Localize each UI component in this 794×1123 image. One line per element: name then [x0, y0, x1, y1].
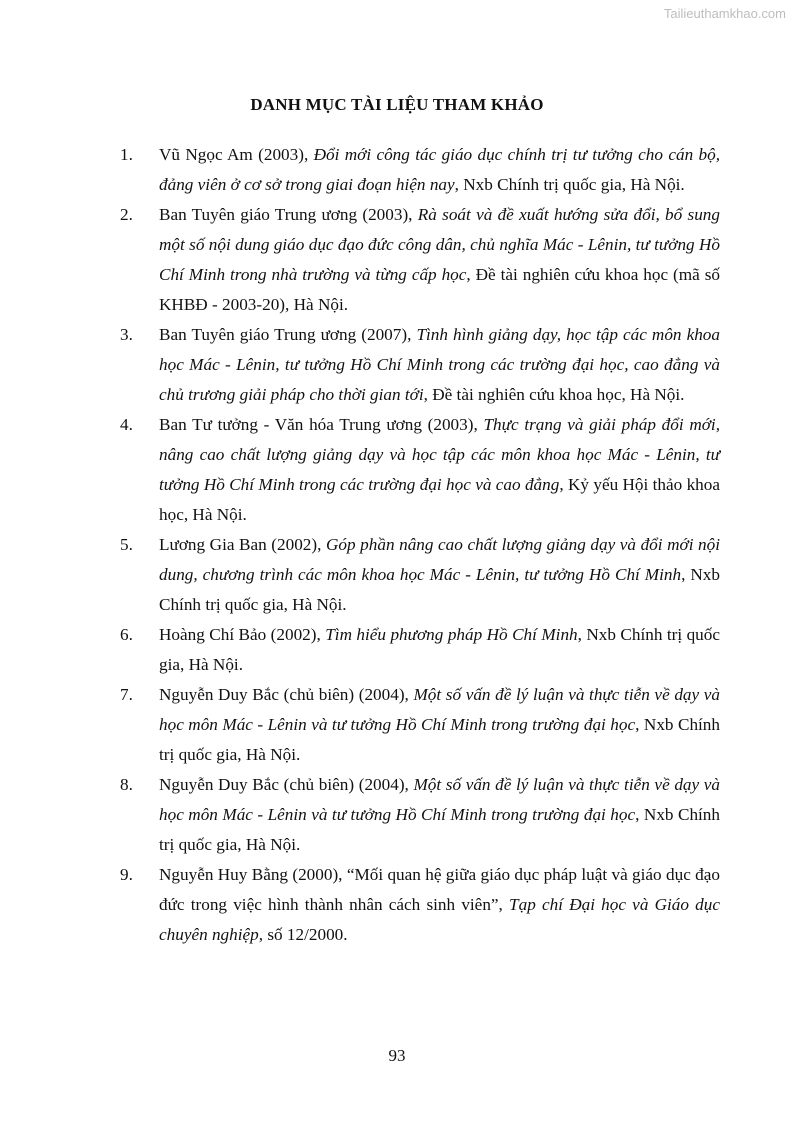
reference-publisher: , Nxb Chính trị quốc gia, Hà Nội.: [159, 715, 720, 764]
reference-publisher: , Đề tài nghiên cứu khoa học (mã số KHBĐ - 2003-20), Hà Nội.: [159, 265, 720, 314]
reference-publisher: , Đề tài nghiên cứu khoa học, Hà Nội.: [423, 385, 685, 404]
reference-author-year: Nguyễn Duy Bắc (chủ biên) (2004),: [159, 775, 414, 794]
reference-item-8: [120, 770, 720, 860]
reference-author-year: Hoàng Chí Bảo (2002),: [159, 625, 326, 644]
reference-number: 4.: [120, 415, 133, 434]
reference-list: [120, 140, 720, 950]
reference-number: 9.: [120, 865, 133, 884]
reference-item-4: [120, 410, 720, 530]
reference-number: 3.: [120, 325, 133, 344]
reference-title: Tạp chí Đại học và Giáo dục chuyên nghiệp: [159, 895, 720, 944]
reference-title: Tìm hiểu phương pháp Hồ Chí Minh: [325, 625, 578, 644]
reference-number: 5.: [120, 535, 133, 554]
reference-author-year: Vũ Ngọc Am (2003),: [159, 145, 314, 164]
reference-author-year: Nguyễn Huy Bằng (2000), “Mối quan hệ giữa giáo dục pháp luật và giáo dục đạo đức trong việc hình thành nhân cách sinh viên”,: [159, 865, 720, 914]
reference-publisher: , số 12/2000.: [258, 925, 348, 944]
reference-author-year: Ban Tuyên giáo Trung ương (2007),: [159, 325, 417, 344]
page-number: 93: [388, 1046, 406, 1065]
reference-number: 2.: [120, 205, 133, 224]
reference-item-5: [120, 530, 720, 620]
watermark: Tailieuthamkhao.com: [663, 6, 786, 21]
reference-number: 6.: [120, 625, 133, 644]
reference-author-year: Ban Tư tưởng - Văn hóa Trung ương (2003),: [159, 415, 484, 434]
reference-number: 7.: [120, 685, 133, 704]
reference-author-year: Nguyễn Duy Bắc (chủ biên) (2004),: [159, 685, 414, 704]
reference-title: Đổi mới công tác giáo dục chính trị tư tưởng cho cán bộ, đảng viên ở cơ sở trong giai đoạn hiện nay: [159, 145, 720, 194]
reference-title: Tình hình giảng dạy, học tập các môn khoa học Mác - Lênin, tư tưởng Hồ Chí Minh trong các trường đại học, cao đẳng và chủ trương giải pháp cho thời gian tới: [159, 325, 720, 404]
page-title: DANH MỤC TÀI LIỆU THAM KHẢO: [250, 95, 544, 114]
reference-publisher: , Nxb Chính trị quốc gia, Hà Nội.: [159, 565, 720, 614]
reference-item-7: [120, 680, 720, 770]
reference-title: Thực trạng và giải pháp đổi mới, nâng cao chất lượng giảng dạy và học tập các môn khoa học Mác - Lênin, tư tưởng Hồ Chí Minh trong các trường đại học và cao đẳng: [159, 415, 720, 494]
reference-title: Rà soát và đề xuất hướng sửa đổi, bổ sung một số nội dung giáo dục đạo đức công dân, chủ nghĩa Mác - Lênin, tư tưởng Hồ Chí Minh trong nhà trường và từng cấp học: [159, 205, 720, 284]
reference-title: Một số vấn đề lý luận và thực tiễn về dạy và học môn Mác - Lênin và tư tưởng Hồ Chí Minh trong trường đại học: [159, 775, 720, 824]
reference-publisher: , Kỷ yếu Hội thảo khoa học, Hà Nội.: [159, 475, 720, 524]
reference-item-6: [120, 620, 720, 680]
reference-item-9: [120, 860, 720, 950]
reference-title: Góp phần nâng cao chất lượng giảng dạy và đổi mới nội dung, chương trình các môn khoa học Mác - Lênin, tư tưởng Hồ Chí Minh: [159, 535, 720, 584]
reference-author-year: Lương Gia Ban (2002),: [159, 535, 326, 554]
reference-item-3: [120, 320, 720, 410]
reference-publisher: , Nxb Chính trị quốc gia, Hà Nội.: [454, 175, 685, 194]
reference-number: 8.: [120, 775, 133, 794]
reference-author-year: Ban Tuyên giáo Trung ương (2003),: [159, 205, 418, 224]
reference-publisher: , Nxb Chính trị quốc gia, Hà Nội.: [159, 625, 721, 674]
reference-publisher: , Nxb Chính trị quốc gia, Hà Nội.: [159, 805, 720, 854]
reference-item-1: [120, 140, 720, 200]
reference-number: 1.: [120, 145, 133, 164]
reference-title: Một số vấn đề lý luận và thực tiễn về dạy và học môn Mác - Lênin và tư tưởng Hồ Chí Minh trong trường đại học: [159, 685, 720, 734]
reference-item-2: [120, 200, 720, 320]
